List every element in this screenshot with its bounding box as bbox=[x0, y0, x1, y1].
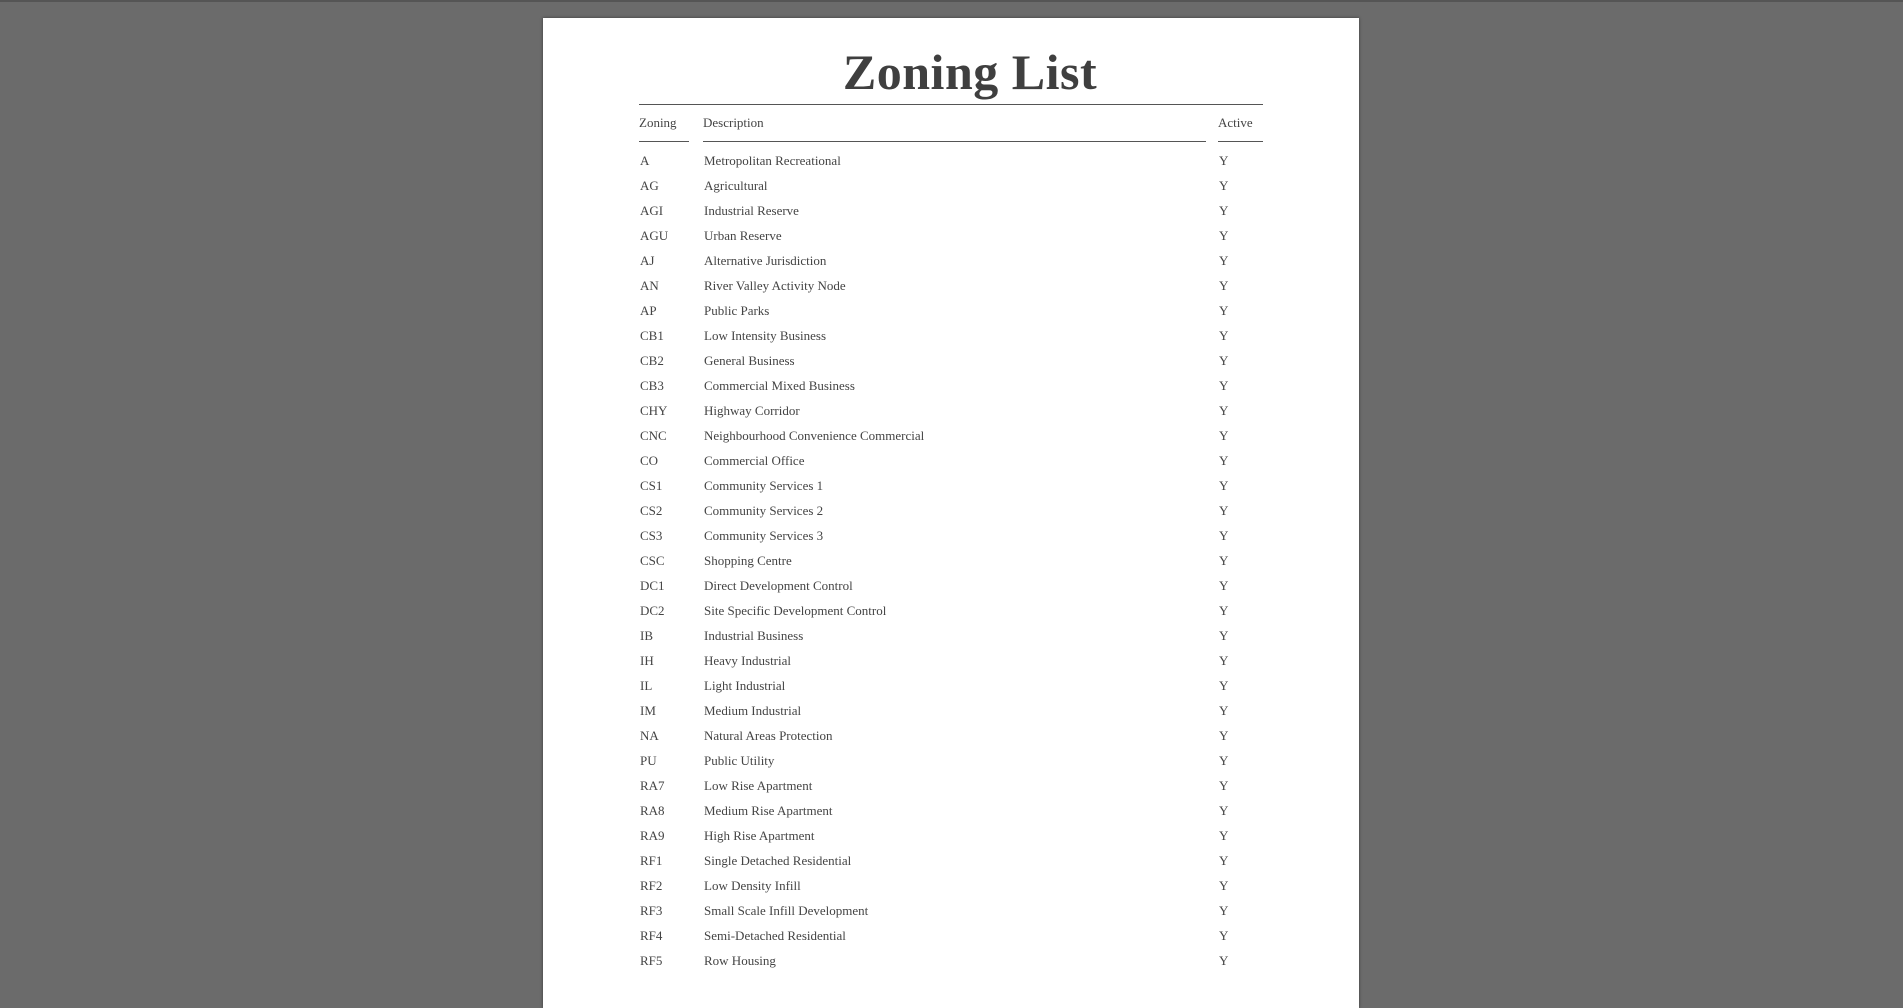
table-row bbox=[639, 323, 1263, 348]
active-cell: Y bbox=[1219, 553, 1229, 568]
description-cell: Commercial Office bbox=[704, 453, 805, 468]
table-row bbox=[639, 773, 1263, 798]
zoning-code-cell: CO bbox=[640, 453, 659, 468]
page-title: Zoning List bbox=[842, 44, 1098, 100]
table-row bbox=[639, 923, 1263, 948]
zoning-code-cell: RF3 bbox=[640, 903, 663, 918]
active-cell: Y bbox=[1219, 303, 1229, 318]
zoning-table bbox=[639, 104, 1263, 968]
table-body bbox=[639, 148, 1263, 973]
zoning-code-cell: CNC bbox=[640, 428, 667, 443]
zoning-code-cell: PU bbox=[640, 753, 657, 768]
table-row bbox=[639, 398, 1263, 423]
description-cell: Neighbourhood Convenience Commercial bbox=[704, 428, 925, 443]
active-cell: Y bbox=[1219, 903, 1229, 918]
table-row bbox=[639, 798, 1263, 823]
active-cell: Y bbox=[1219, 603, 1229, 618]
active-cell: Y bbox=[1219, 853, 1229, 868]
active-cell: Y bbox=[1219, 478, 1229, 493]
description-cell: Agricultural bbox=[704, 178, 768, 193]
active-cell: Y bbox=[1219, 753, 1229, 768]
zoning-code-cell: CB2 bbox=[640, 353, 664, 368]
active-cell: Y bbox=[1219, 953, 1229, 968]
description-cell: Semi-Detached Residential bbox=[704, 928, 846, 943]
description-cell: Low Intensity Business bbox=[704, 328, 827, 343]
table-row bbox=[639, 423, 1263, 448]
table-row bbox=[639, 823, 1263, 848]
description-cell: Low Density Infill bbox=[704, 878, 801, 893]
description-cell: Urban Reserve bbox=[704, 228, 782, 243]
active-cell: Y bbox=[1219, 803, 1229, 818]
active-cell: Y bbox=[1219, 453, 1229, 468]
zoning-code-cell: DC1 bbox=[640, 578, 665, 593]
description-cell: Industrial Business bbox=[704, 628, 804, 643]
zoning-code-cell: IH bbox=[640, 653, 654, 668]
zoning-code-cell: RF4 bbox=[640, 928, 663, 943]
table-row bbox=[639, 448, 1263, 473]
description-cell: Natural Areas Protection bbox=[704, 728, 833, 743]
zoning-code-cell: IM bbox=[640, 703, 656, 718]
zoning-code-cell: CB1 bbox=[640, 328, 664, 343]
zoning-code-cell: IL bbox=[640, 678, 653, 693]
zoning-code-cell: NA bbox=[640, 728, 659, 743]
zoning-code-cell: RF5 bbox=[640, 953, 663, 968]
table-row bbox=[639, 248, 1263, 273]
table-row bbox=[639, 698, 1263, 723]
zoning-code-cell: RF2 bbox=[640, 878, 663, 893]
column-header-active: Active bbox=[1218, 105, 1263, 142]
description-cell: Commercial Mixed Business bbox=[704, 378, 855, 393]
active-cell: Y bbox=[1219, 353, 1229, 368]
zoning-code-cell: IB bbox=[640, 628, 653, 643]
zoning-code-cell: A bbox=[640, 153, 650, 168]
zoning-code-cell: AP bbox=[640, 303, 657, 318]
active-cell: Y bbox=[1219, 878, 1229, 893]
zoning-code-cell: DC2 bbox=[640, 603, 665, 618]
zoning-code-cell: CB3 bbox=[640, 378, 664, 393]
zoning-code-cell: RA7 bbox=[640, 778, 665, 793]
active-cell: Y bbox=[1219, 928, 1229, 943]
viewer-top-edge bbox=[0, 0, 1903, 2]
column-header-zoning: Zoning bbox=[639, 105, 689, 142]
active-cell: Y bbox=[1219, 328, 1229, 343]
description-cell: Community Services 1 bbox=[704, 478, 824, 493]
table-row bbox=[639, 148, 1263, 173]
table-row bbox=[639, 173, 1263, 198]
zoning-code-cell: CHY bbox=[640, 403, 668, 418]
active-cell: Y bbox=[1219, 278, 1229, 293]
table-row bbox=[639, 348, 1263, 373]
zoning-code-cell: RA9 bbox=[640, 828, 665, 843]
active-cell: Y bbox=[1219, 178, 1229, 193]
table-row bbox=[639, 473, 1263, 498]
active-cell: Y bbox=[1219, 578, 1229, 593]
description-cell: Industrial Reserve bbox=[704, 203, 799, 218]
active-cell: Y bbox=[1219, 503, 1229, 518]
description-cell: Medium Rise Apartment bbox=[704, 803, 833, 818]
zoning-code-cell: AG bbox=[640, 178, 659, 193]
active-cell: Y bbox=[1219, 203, 1229, 218]
table-row bbox=[639, 873, 1263, 898]
description-cell: Community Services 2 bbox=[704, 503, 824, 518]
active-cell: Y bbox=[1219, 378, 1229, 393]
table-row bbox=[639, 623, 1263, 648]
description-cell: Single Detached Residential bbox=[704, 853, 852, 868]
table-row bbox=[639, 573, 1263, 598]
table-header-row bbox=[639, 105, 1263, 142]
zoning-code-cell: CS1 bbox=[640, 478, 663, 493]
active-cell: Y bbox=[1219, 403, 1229, 418]
zoning-code-cell: RA8 bbox=[640, 803, 665, 818]
zoning-code-cell: CSC bbox=[640, 553, 665, 568]
table-row bbox=[639, 648, 1263, 673]
active-cell: Y bbox=[1219, 228, 1229, 243]
column-header-description: Description bbox=[703, 105, 1206, 142]
active-cell: Y bbox=[1219, 678, 1229, 693]
description-cell: Light Industrial bbox=[704, 678, 786, 693]
table-row bbox=[639, 898, 1263, 923]
description-cell: Small Scale Infill Development bbox=[704, 903, 869, 918]
active-cell: Y bbox=[1219, 628, 1229, 643]
active-cell: Y bbox=[1219, 153, 1229, 168]
description-cell: Heavy Industrial bbox=[704, 653, 792, 668]
table-row bbox=[639, 498, 1263, 523]
description-cell: High Rise Apartment bbox=[704, 828, 815, 843]
active-cell: Y bbox=[1219, 253, 1229, 268]
description-cell: Alternative Jurisdiction bbox=[704, 253, 827, 268]
description-cell: General Business bbox=[704, 353, 795, 368]
table-row bbox=[639, 548, 1263, 573]
active-cell: Y bbox=[1219, 703, 1229, 718]
active-cell: Y bbox=[1219, 428, 1229, 443]
description-cell: Medium Industrial bbox=[704, 703, 802, 718]
zoning-code-cell: AGU bbox=[640, 228, 669, 243]
description-cell: Public Utility bbox=[704, 753, 775, 768]
table-row bbox=[639, 223, 1263, 248]
active-cell: Y bbox=[1219, 653, 1229, 668]
table-row bbox=[639, 598, 1263, 623]
zoning-code-cell: CS2 bbox=[640, 503, 663, 518]
description-cell: Community Services 3 bbox=[704, 528, 824, 543]
description-cell: River Valley Activity Node bbox=[704, 278, 846, 293]
description-cell: Low Rise Apartment bbox=[704, 778, 813, 793]
table-row bbox=[639, 948, 1263, 973]
zoning-code-cell: AN bbox=[640, 278, 659, 293]
description-cell: Highway Corridor bbox=[704, 403, 800, 418]
table-row bbox=[639, 373, 1263, 398]
description-cell: Row Housing bbox=[704, 953, 776, 968]
zoning-code-cell: AGI bbox=[640, 203, 664, 218]
table-row bbox=[639, 848, 1263, 873]
table-row bbox=[639, 723, 1263, 748]
document-page bbox=[543, 18, 1359, 1008]
zoning-code-cell: RF1 bbox=[640, 853, 663, 868]
active-cell: Y bbox=[1219, 728, 1229, 743]
table-row bbox=[639, 748, 1263, 773]
table-row bbox=[639, 673, 1263, 698]
active-cell: Y bbox=[1219, 828, 1229, 843]
zoning-code-cell: CS3 bbox=[640, 528, 663, 543]
active-cell: Y bbox=[1219, 778, 1229, 793]
table-row bbox=[639, 273, 1263, 298]
description-cell: Site Specific Development Control bbox=[704, 603, 887, 618]
description-cell: Metropolitan Recreational bbox=[704, 153, 841, 168]
description-cell: Public Parks bbox=[704, 303, 770, 318]
description-cell: Shopping Centre bbox=[704, 553, 792, 568]
table-row bbox=[639, 523, 1263, 548]
table-row bbox=[639, 298, 1263, 323]
table-row bbox=[639, 198, 1263, 223]
description-cell: Direct Development Control bbox=[704, 578, 853, 593]
zoning-code-cell: AJ bbox=[640, 253, 655, 268]
active-cell: Y bbox=[1219, 528, 1229, 543]
